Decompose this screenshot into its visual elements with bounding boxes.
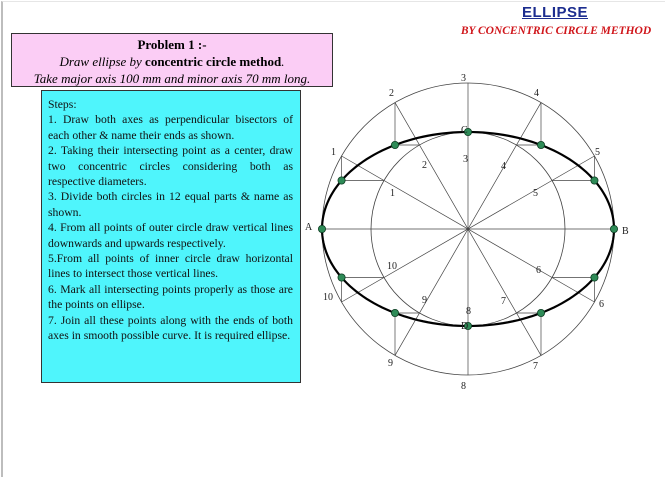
outer-label-3: 3 (461, 73, 466, 84)
ellipse-point-8 (391, 309, 398, 316)
ellipse-point-11 (591, 274, 598, 281)
ellipse-point-7 (338, 274, 345, 281)
inner-label-7: 7 (501, 296, 506, 307)
problem-line-2: Take major axis 100 mm and minor axis 70 mm long. (33, 71, 311, 86)
label-point-C: C (461, 125, 468, 136)
outer-label-10: 10 (323, 292, 333, 303)
step-7: 7. Join all these points along with the ends of both axes in smooth possible curve. It is required ellipse. (48, 313, 293, 343)
ellipse-point-4 (391, 141, 398, 148)
label-point-B: B (622, 226, 629, 237)
inner-label-1: 1 (390, 188, 395, 199)
label-point-D: D (461, 321, 469, 332)
ellipse-point-6 (318, 225, 325, 232)
diagram-labels (305, 73, 629, 392)
inner-label-3: 3 (463, 154, 468, 165)
outer-label-4: 4 (534, 88, 539, 99)
inner-label-8: 8 (466, 306, 471, 317)
ellipse-point-0 (610, 225, 617, 232)
step-4: 4. From all points of outer circle draw vertical lines downwards and upwards respectively. (48, 221, 293, 250)
ellipse-point-2 (537, 141, 544, 148)
steps-heading: Steps: (48, 98, 77, 111)
outer-label-6: 6 (599, 299, 604, 310)
outer-label-5: 5 (595, 147, 600, 158)
problem-heading: Problem 1 :- (137, 37, 207, 52)
inner-label-4: 4 (501, 161, 506, 172)
inner-label-9: 9 (422, 295, 427, 306)
ellipse-point-10 (537, 309, 544, 316)
step-2: 2. Taking their intersecting point as a center, draw two concentric circles considering both as respective diameters. (48, 144, 293, 189)
label-point-A: A (305, 222, 313, 233)
problem-method-name: concentric circle method (145, 54, 282, 69)
inner-label-5: 5 (533, 188, 538, 199)
outer-label-9: 9 (388, 358, 393, 369)
problem-line-1-pre: Draw ellipse by (59, 54, 146, 69)
outer-label-8: 8 (461, 381, 466, 392)
step-6: 6. Mark all intersecting points properly as those are the points on ellipse. (48, 282, 293, 312)
inner-label-10: 10 (387, 261, 397, 272)
outer-label-2: 2 (389, 88, 394, 99)
outer-label-1: 1 (331, 147, 336, 158)
step-5: 5.From all points of inner circle draw horizontal lines to intersect those vertical lines. (48, 252, 293, 281)
step-1: 1. Draw both axes as perpendicular bisectors of each other & name their ends as shown. (48, 113, 293, 142)
inner-label-6: 6 (536, 265, 541, 276)
ellipse-point-1 (591, 177, 598, 184)
step-3: 3. Divide both circles in 12 equal parts & name as shown. (48, 190, 293, 219)
ellipse-point-5 (338, 177, 345, 184)
page-title: ELLIPSE (521, 4, 588, 21)
problem-line-1-post: . (281, 54, 285, 69)
page-subtitle: BY CONCENTRIC CIRCLE METHOD (460, 25, 652, 37)
inner-label-2: 2 (422, 160, 427, 171)
outer-label-7: 7 (533, 361, 538, 372)
